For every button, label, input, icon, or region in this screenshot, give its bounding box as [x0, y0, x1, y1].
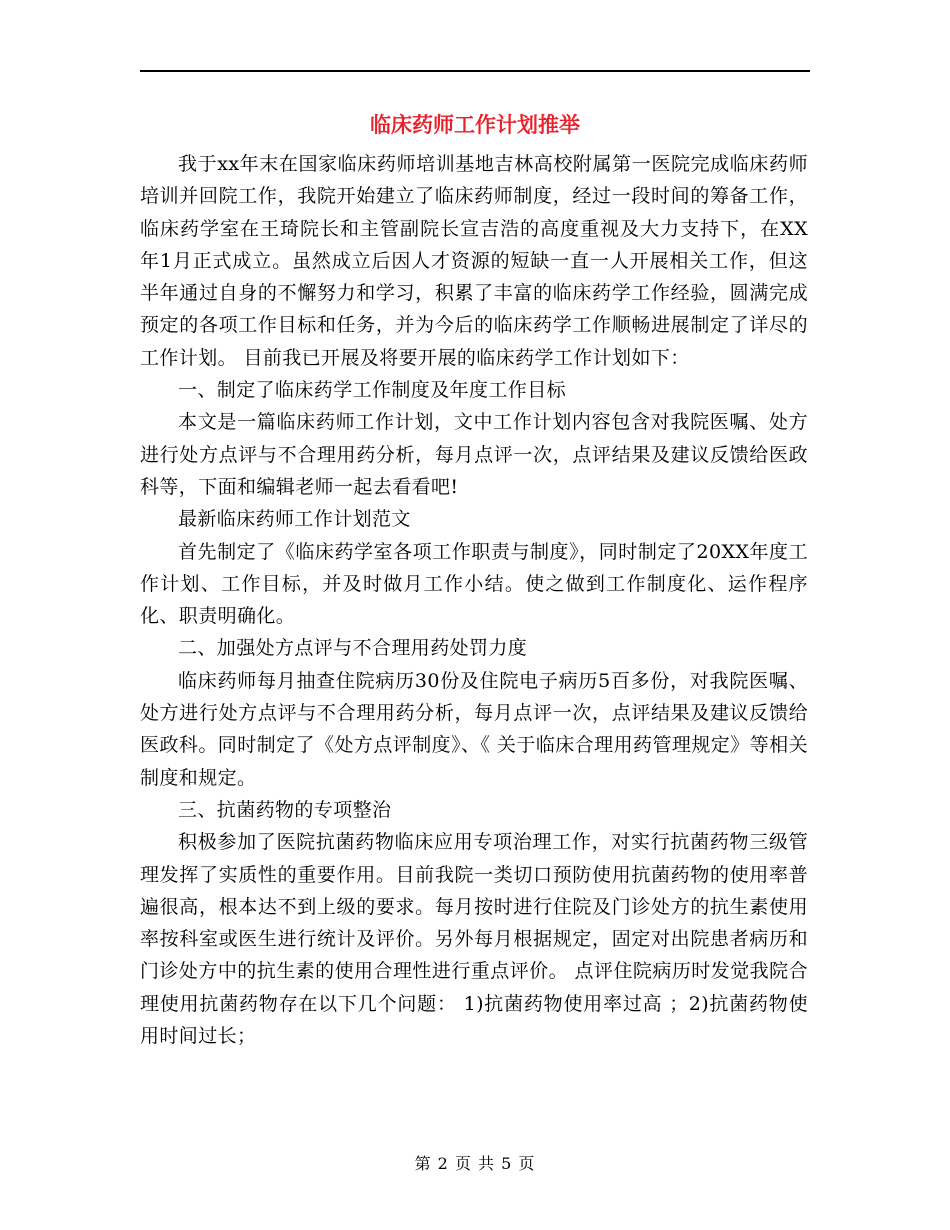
section-heading-1: 一、制定了临床药学工作制度及年度工作目标 — [178, 379, 567, 402]
section-heading-3: 三、抗菌药物的专项整治 — [178, 798, 392, 821]
document-title: 临床药师工作计划推举 — [370, 113, 580, 137]
header-rule — [140, 70, 810, 72]
section-2-paragraph: 临床药师每月抽查住院病历30份及住院电子病历5百多份，对我院医嘱、处方进行处方点评与不合理用药分析，每月点评一次，点评结果及建议反馈给医政科。同时制定了《处方点评制度》、《 关于临床合理用药管理规定》等相关制度和规定。 — [140, 669, 808, 789]
page-number: 第 2 页 共 5 页 — [414, 1154, 536, 1173]
section-3-paragraph: 积极参加了医院抗菌药物临床应用专项治理工作，对实行抗菌药物三级管理发挥了实质性的重要作用。目前我院一类切口预防使用抗菌药物的使用率普遍很高，根本达不到上级的要求。每月按时进行住院及门诊处方的抗生素使用率按科室或医生进行统计及评价。另外每月根据规定，固定对出院患者病历和门诊处方中的抗生素的使用合理性进行重点评价。 点评住院病历时发觉我院合理使用抗菌药物存在以下几个问题： 1)抗菌药物使用率过高 ；2)抗菌药物使用时间过长； — [140, 831, 808, 1048]
section-heading-2: 二、加强处方点评与不合理用药处罚力度 — [178, 637, 528, 660]
document-body — [140, 148, 808, 1052]
section-1-paragraph: 首先制定了《临床药学室各项工作职责与制度》，同时制定了20XX年度工作计划、工作目标，并及时做月工作小结。使之做到工作制度化、运作程序化、职责明确化。 — [140, 540, 808, 628]
intro-paragraph: 我于xx年末在国家临床药师培训基地吉林高校附属第一医院完成临床药师培训并回院工作，我院开始建立了临床药师制度，经过一段时间的筹备工作，临床药学室在王琦院长和主管副院长宣吉浩的高度重视及大力支持下，在XX年1月正式成立。虽然成立后因人才资源的短缺一直一人开展相关工作，但这半年通过自身的不懈努力和学习，积累了丰富的临床药学工作经验，圆满完成预定的各项工作目标和任务，并为今后的临床药学工作顺畅进展制定了详尽的工作计划。 目前我已开展及将要开展的临床药学工作计划如下： — [140, 153, 808, 369]
subheading-sample: 最新临床药师工作计划范文 — [178, 508, 411, 531]
summary-paragraph: 本文是一篇临床药师工作计划，文中工作计划内容包含对我院医嘱、处方进行处方点评与不合理用药分析，每月点评一次，点评结果及建议反馈给医政科等，下面和编辑老师一起去看看吧! — [140, 411, 808, 498]
